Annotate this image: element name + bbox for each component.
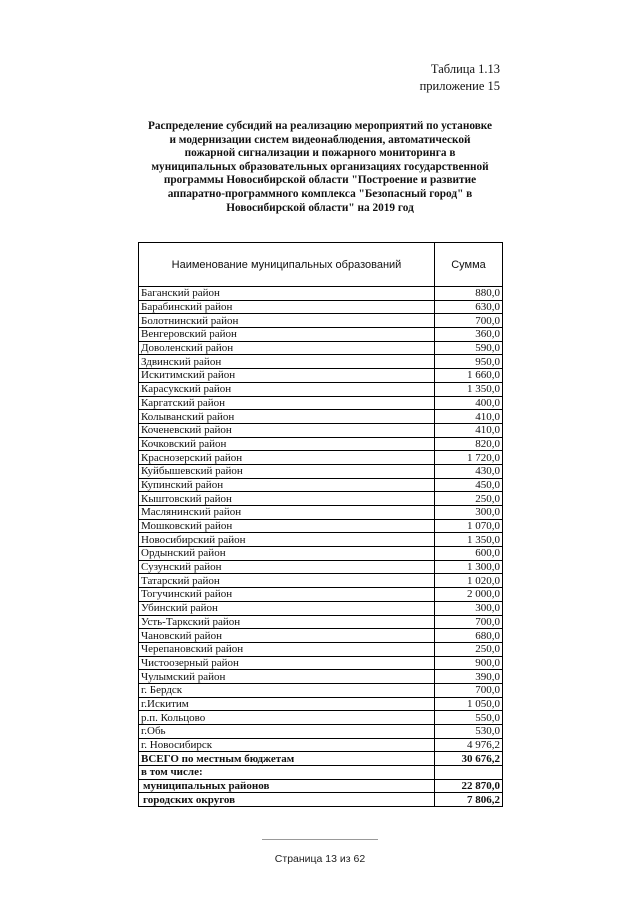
subsidy-sum: 1 050,0 — [435, 697, 503, 711]
table-row — [139, 738, 503, 752]
subsidy-sum: 30 676,2 — [435, 752, 503, 766]
title-line: пожарной сигнализации и пожарного мониторинга в — [184, 147, 456, 160]
subsidy-sum: 950,0 — [435, 355, 503, 369]
table-number: Таблица 1.13 — [430, 62, 500, 76]
subsidy-sum: 7 806,2 — [435, 793, 503, 807]
municipality-name: в том числе: — [139, 766, 435, 780]
subsidy-sum: 300,0 — [435, 506, 503, 520]
municipality-name: Новосибирский район — [139, 533, 435, 547]
subsidy-sum: 1 070,0 — [435, 519, 503, 533]
document-title — [140, 120, 500, 215]
subsidy-sum: 1 300,0 — [435, 560, 503, 574]
subsidy-sum: 700,0 — [435, 615, 503, 629]
table-row — [139, 629, 503, 643]
table-row — [139, 314, 503, 328]
subsidy-sum: 700,0 — [435, 683, 503, 697]
subsidy-sum: 390,0 — [435, 670, 503, 684]
subsidy-sum: 880,0 — [435, 287, 503, 301]
subsidy-sum: 530,0 — [435, 725, 503, 739]
municipality-name: Кыштовский район — [139, 492, 435, 506]
subsidy-sum: 590,0 — [435, 341, 503, 355]
municipality-name: Кочковский район — [139, 437, 435, 451]
municipality-name: Тогучинский район — [139, 588, 435, 602]
table-row — [139, 478, 503, 492]
table-row — [139, 396, 503, 410]
subsidy-sum: 4 976,2 — [435, 738, 503, 752]
table-row — [139, 533, 503, 547]
table-row — [139, 423, 503, 437]
table-row — [139, 492, 503, 506]
title-line: Распределение субсидий на реализацию мероприятий по установке — [147, 120, 493, 132]
title-line: и модернизации систем видеонаблюдения, автоматической — [169, 133, 471, 146]
subsidy-sum — [435, 766, 503, 780]
subsidy-sum: 400,0 — [435, 396, 503, 410]
table-body — [139, 287, 503, 807]
table-row — [139, 725, 503, 739]
subsidy-sum: 630,0 — [435, 300, 503, 314]
municipality-name: г.Обь — [139, 725, 435, 739]
table-row — [139, 341, 503, 355]
subsidy-sum: 820,0 — [435, 437, 503, 451]
municipality-name: г. Новосибирск — [139, 738, 435, 752]
subsidy-sum: 1 660,0 — [435, 369, 503, 383]
municipality-name: Венгеровский район — [139, 328, 435, 342]
table-row — [139, 642, 503, 656]
table-row — [139, 382, 503, 396]
subsidy-sum: 1 720,0 — [435, 451, 503, 465]
title-line: программы Новосибирской области "Построение и развитие — [163, 174, 477, 187]
municipality-name: Барабинский район — [139, 300, 435, 314]
footer-divider — [262, 839, 378, 840]
table-row — [139, 410, 503, 424]
table-row — [139, 300, 503, 314]
table-row — [139, 793, 503, 807]
municipality-name: Каргатский район — [139, 396, 435, 410]
subsidy-sum: 1 020,0 — [435, 574, 503, 588]
subsidy-sum: 1 350,0 — [435, 533, 503, 547]
table-row — [139, 752, 503, 766]
municipality-name: ВСЕГО по местным бюджетам — [139, 752, 435, 766]
municipality-name: р.п. Кольцово — [139, 711, 435, 725]
title-line: аппаратно-программного комплекса "Безопасный город" в — [167, 187, 473, 200]
municipality-name: Коченевский район — [139, 423, 435, 437]
municipality-name: г.Искитим — [139, 697, 435, 711]
table-row — [139, 547, 503, 561]
subsidy-sum: 410,0 — [435, 410, 503, 424]
municipality-name: Усть-Таркский район — [139, 615, 435, 629]
table-row — [139, 369, 503, 383]
municipality-name: Баганский район — [139, 287, 435, 301]
municipality-name: муниципальных районов — [139, 779, 435, 793]
table-row — [139, 588, 503, 602]
municipality-name: Чановский район — [139, 629, 435, 643]
subsidy-table — [138, 242, 503, 807]
table-row — [139, 451, 503, 465]
subsidy-sum: 300,0 — [435, 601, 503, 615]
municipality-name: Здвинский район — [139, 355, 435, 369]
column-header-name: Наименование муниципальных образований — [139, 243, 435, 287]
subsidy-sum: 550,0 — [435, 711, 503, 725]
subsidy-sum: 450,0 — [435, 478, 503, 492]
table-header-row — [139, 243, 503, 287]
subsidy-sum: 1 350,0 — [435, 382, 503, 396]
table-row — [139, 287, 503, 301]
table-row — [139, 464, 503, 478]
subsidy-sum: 410,0 — [435, 423, 503, 437]
table-row — [139, 437, 503, 451]
municipality-name: Карасукский район — [139, 382, 435, 396]
table-row — [139, 601, 503, 615]
municipality-name: Краснозерский район — [139, 451, 435, 465]
municipality-name: Татарский район — [139, 574, 435, 588]
municipality-name: Куйбышевский район — [139, 464, 435, 478]
municipality-name: Купинский район — [139, 478, 435, 492]
table-row — [139, 355, 503, 369]
table-row — [139, 656, 503, 670]
subsidy-sum: 2 000,0 — [435, 588, 503, 602]
table-row — [139, 574, 503, 588]
table-row — [139, 779, 503, 793]
column-header-sum: Сумма — [435, 243, 503, 287]
municipality-name: Мошковский район — [139, 519, 435, 533]
subsidy-sum: 680,0 — [435, 629, 503, 643]
table-row — [139, 328, 503, 342]
table-row — [139, 560, 503, 574]
appendix-label: приложение 15 — [419, 79, 500, 93]
municipality-name: Чистоозерный район — [139, 656, 435, 670]
subsidy-sum: 250,0 — [435, 642, 503, 656]
subsidy-sum: 600,0 — [435, 547, 503, 561]
municipality-name: Искитимский район — [139, 369, 435, 383]
table-row — [139, 683, 503, 697]
title-line: муниципальных образовательных организациях государственной — [151, 160, 489, 173]
subsidy-sum: 430,0 — [435, 464, 503, 478]
subsidy-sum: 250,0 — [435, 492, 503, 506]
table-row — [139, 506, 503, 520]
page-number: Страница 13 из 62 — [274, 853, 366, 865]
municipality-name: Черепановский район — [139, 642, 435, 656]
municipality-name: городских округов — [139, 793, 435, 807]
table-row — [139, 670, 503, 684]
municipality-name: Убинский район — [139, 601, 435, 615]
table-row — [139, 766, 503, 780]
municipality-name: Доволенский район — [139, 341, 435, 355]
subsidy-sum: 22 870,0 — [435, 779, 503, 793]
municipality-name: г. Бердск — [139, 683, 435, 697]
title-line: Новосибирской области" на 2019 год — [226, 201, 414, 214]
municipality-name: Чулымский район — [139, 670, 435, 684]
subsidy-sum: 700,0 — [435, 314, 503, 328]
subsidy-sum: 360,0 — [435, 328, 503, 342]
subsidy-sum: 900,0 — [435, 656, 503, 670]
table-row — [139, 711, 503, 725]
table-row — [139, 519, 503, 533]
municipality-name: Маслянинский район — [139, 506, 435, 520]
municipality-name: Ордынский район — [139, 547, 435, 561]
municipality-name: Болотнинский район — [139, 314, 435, 328]
municipality-name: Колыванский район — [139, 410, 435, 424]
municipality-name: Сузунский район — [139, 560, 435, 574]
table-row — [139, 615, 503, 629]
table-row — [139, 697, 503, 711]
